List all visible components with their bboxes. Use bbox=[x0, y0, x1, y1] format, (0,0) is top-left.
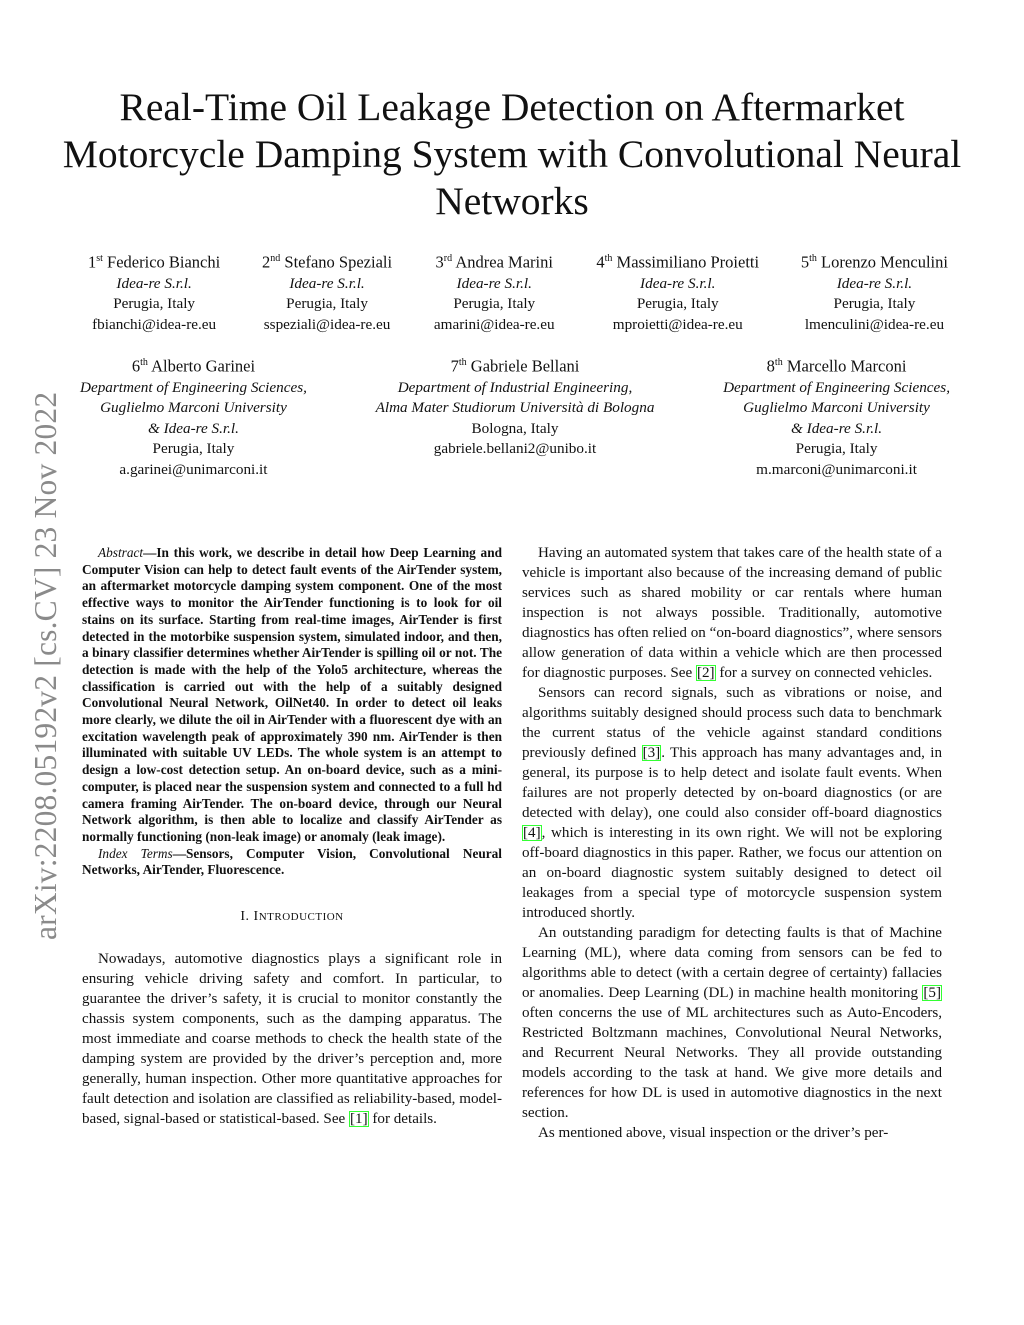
authors-row-2 bbox=[80, 352, 950, 480]
author-email[interactable]: lmenculini@idea-re.eu bbox=[804, 315, 945, 333]
author-email[interactable]: fbianchi@idea-re.eu bbox=[92, 315, 217, 333]
author-affiliation: & Idea-re S.r.l. bbox=[147, 419, 239, 437]
author-block bbox=[801, 248, 948, 335]
author-affiliation: Guglielmo Marconi University bbox=[743, 399, 930, 417]
paragraph-text: often concerns the use of ML architectures such as Auto-Encoders, Restricted Boltzmann machines, Convolutional Neural Networks, and Recurrent Neural Networks. They all provide outstanding models according to the task at hand. We give more details and references for how DL is used in automotive diagnostics in the next section. bbox=[522, 1005, 942, 1121]
author-block bbox=[376, 352, 655, 480]
paragraph-text: , which is interesting in its own right. We will not be exploring off-board diagnostics in this paper. Rather, we focus our attention on an on-board diagnostic system suitably designed to detect oil leakages from a special type of motorcycle suspension system introduced shortly. bbox=[522, 825, 942, 921]
author-location: Perugia, Italy bbox=[152, 440, 235, 458]
paragraph-text: An outstanding paradigm for detecting faults is that of Machine Learning (ML), where data coming from sensors can be fed to algorithms able to detect (with a certain degree of certainty) fallacies or anomalies. Deep Learning (DL) in machine health monitoring bbox=[522, 925, 942, 1001]
section-number: I. bbox=[240, 909, 254, 925]
abstract-label: Abstract bbox=[98, 545, 144, 560]
paragraph-text: As mentioned above, visual inspection or the driver’s per- bbox=[538, 1125, 889, 1141]
citation-link[interactable]: [2] bbox=[696, 665, 715, 681]
left-column bbox=[82, 545, 502, 1129]
paragraph-text: Sensors can record signals, such as vibrations or noise, and algorithms suitably designed should process such data to benchmark the current status of the vehicle against standard conditions previously defined bbox=[522, 685, 942, 761]
author-email[interactable]: a.garinei@unimarconi.it bbox=[119, 460, 268, 478]
author-name: Alberto Garinei bbox=[151, 356, 256, 376]
author-name: Stefano Speziali bbox=[284, 252, 393, 272]
paragraph-text: for details. bbox=[368, 1111, 437, 1128]
author-block bbox=[80, 352, 307, 480]
author-ordinal-suffix: th bbox=[458, 357, 467, 368]
paragraph-text: Having an automated system that takes care of the health state of a vehicle is important also because of the increasing demand of public services such as shared mobility or car rentals where human inspection is not always possible. Traditionally, automotive diagnostics has often relied on “on-board diagnostics”, where sensors allow generation of data within a vehicle which are then processed for diagnostic purposes. See bbox=[522, 545, 942, 681]
author-ordinal: 3 bbox=[435, 252, 444, 272]
author-ordinal-suffix: rd bbox=[443, 253, 453, 264]
author-block bbox=[262, 248, 392, 335]
body-paragraph bbox=[522, 683, 942, 923]
paragraph-text: for a survey on connected vehicles. bbox=[715, 665, 933, 681]
author-ordinal-suffix: th bbox=[809, 253, 817, 264]
body-paragraph bbox=[522, 1123, 942, 1143]
author-name-line bbox=[434, 248, 555, 274]
author-location: Perugia, Italy bbox=[453, 295, 536, 313]
author-affiliation: & Idea-re S.r.l. bbox=[791, 419, 883, 437]
citation-link[interactable]: [3] bbox=[642, 745, 661, 761]
author-name-line bbox=[723, 352, 950, 378]
author-block bbox=[723, 352, 950, 480]
author-name-line bbox=[596, 248, 759, 274]
author-name: Lorenzo Menculini bbox=[821, 252, 948, 272]
body-paragraph bbox=[522, 923, 942, 1123]
authors-row-1 bbox=[88, 248, 948, 335]
abstract bbox=[82, 545, 502, 846]
citation-link[interactable]: [5] bbox=[923, 985, 941, 1001]
author-block bbox=[596, 248, 759, 335]
body-paragraph bbox=[82, 949, 502, 1129]
section-heading bbox=[82, 907, 502, 927]
author-email[interactable]: m.marconi@unimarconi.it bbox=[756, 460, 917, 478]
author-affiliation: Idea-re S.r.l. bbox=[640, 274, 716, 292]
author-ordinal: 8 bbox=[766, 356, 775, 376]
author-ordinal: 6 bbox=[131, 356, 141, 376]
author-affiliation: Alma Mater Studiorum Università di Bologna bbox=[375, 399, 655, 417]
author-location: Perugia, Italy bbox=[795, 440, 878, 458]
section-title-rest: NTRODUCTION bbox=[258, 911, 344, 924]
author-location: Bologna, Italy bbox=[471, 419, 559, 437]
author-name: Gabriele Bellani bbox=[470, 356, 580, 376]
right-column bbox=[522, 543, 942, 1143]
author-ordinal-suffix: th bbox=[774, 357, 783, 368]
author-affiliation: Department of Industrial Engineering, bbox=[397, 378, 633, 396]
paragraph-text: . This approach has many advantages and, in general, its purpose is to help detect and isolate fault events. When failures are not properly detected by on-board diagnostics (or are detected with delay), one could also consider off-board diagnostics bbox=[522, 745, 942, 821]
author-ordinal: 7 bbox=[450, 356, 459, 376]
author-ordinal: 4 bbox=[596, 252, 605, 272]
index-terms-label: Index Terms bbox=[98, 845, 173, 861]
author-block bbox=[88, 248, 220, 335]
author-name-line bbox=[801, 248, 948, 274]
body-paragraph bbox=[522, 543, 942, 683]
author-affiliation: Idea-re S.r.l. bbox=[836, 274, 913, 292]
author-ordinal-suffix: th bbox=[604, 253, 613, 264]
citation-link[interactable]: [4] bbox=[523, 825, 541, 841]
author-affiliation: Department of Engineering Sciences, bbox=[80, 378, 307, 396]
author-email[interactable]: gabriele.bellani2@unibo.it bbox=[433, 440, 597, 458]
author-ordinal-suffix: nd bbox=[270, 253, 281, 264]
author-ordinal: 5 bbox=[800, 252, 810, 272]
index-terms bbox=[82, 846, 502, 879]
author-affiliation: Idea-re S.r.l. bbox=[456, 274, 532, 292]
author-ordinal-suffix: th bbox=[140, 357, 148, 368]
author-location: Perugia, Italy bbox=[833, 295, 916, 313]
author-location: Perugia, Italy bbox=[636, 295, 719, 313]
author-ordinal: 2 bbox=[262, 252, 271, 272]
author-ordinal: 1 bbox=[88, 252, 97, 272]
author-affiliation: Department of Engineering Sciences, bbox=[723, 378, 950, 396]
author-affiliation: Guglielmo Marconi University bbox=[100, 399, 287, 417]
author-name: Massimiliano Proietti bbox=[616, 252, 760, 272]
author-ordinal-suffix: st bbox=[96, 253, 103, 264]
author-block bbox=[434, 248, 555, 335]
author-name-line bbox=[376, 352, 655, 378]
paper-title: Real-Time Oil Leakage Detection on Aftermarket Motorcycle Damping System with Convolutional Neural Networks bbox=[62, 85, 962, 223]
author-email[interactable]: sspeziali@idea-re.eu bbox=[263, 315, 391, 333]
author-name-line bbox=[80, 352, 307, 378]
author-email[interactable]: amarini@idea-re.eu bbox=[433, 315, 555, 333]
index-terms-text: —Sensors, Computer Vision, Convolutional Neural Networks, AirTender, Fluorescence. bbox=[82, 845, 502, 878]
author-name-line bbox=[88, 248, 220, 274]
arxiv-sidebar-label: arXiv:2208.05192v2 [cs.CV] 23 Nov 2022 bbox=[28, 391, 63, 940]
author-affiliation: Idea-re S.r.l. bbox=[116, 274, 192, 292]
author-email[interactable]: mproietti@idea-re.eu bbox=[612, 315, 743, 333]
author-location: Perugia, Italy bbox=[113, 295, 196, 313]
author-name: Federico Bianchi bbox=[107, 252, 221, 272]
author-name: Andrea Marini bbox=[455, 252, 553, 272]
section-title-initial: I bbox=[253, 909, 259, 925]
author-name: Marcello Marconi bbox=[786, 356, 907, 376]
author-affiliation: Idea-re S.r.l. bbox=[289, 274, 365, 292]
abstract-text: —In this work, we describe in detail how Deep Learning and Computer Vision can help to detect fault events of the AirTender system, an aftermarket motorcycle damping system component. One of the most effective ways to monitor the AirTender functioning is to look for oil stains on its surface. Starting from real-time images, AirTender is first detected in the motorbike suspension system, simulated indoor, and then, a binary classifier determines whether AirTender is spilling oil or not. The detection is made with the help of the Yolo5 architecture, whereas the classification is carried out with the help of a suitably designed Convolutional Neural Network, OilNet40. In order to detect oil leaks more clearly, we dilute the oil in AirTender with a fluorescent dye with an excitation wavelength peak of approximately 390 nm. AirTender is then illuminated with suitable UV LEDs. The whole system is an attempt to design a low-cost detection setup. An on-board device, such as a mini-computer, is placed near the suspension system and connected to a full hd camera framing AirTender. The on-board device, through our Neural Network algorithm, is then able to localize and classify AirTender as normally functioning (non-leak image) or anomaly (leak image). bbox=[82, 545, 502, 844]
citation-link[interactable]: [1] bbox=[350, 1111, 368, 1128]
left-body bbox=[82, 949, 502, 1129]
paragraph-text: Nowadays, automotive diagnostics plays a significant role in ensuring vehicle driving safety and comfort. In particular, to guarantee the driver’s safety, it is crucial to monitor constantly the chassis system components, such as the damping apparatus. The most immediate and coarse methods to check the health state of the damping system are provided by the driver’s perception and, more generally, human inspection. Other more quantitative approaches for fault detection and isolation are classified as reliability-based, model-based, signal-based or statistical-based. See bbox=[82, 951, 502, 1128]
author-location: Perugia, Italy bbox=[286, 295, 368, 313]
author-name-line bbox=[262, 248, 392, 274]
